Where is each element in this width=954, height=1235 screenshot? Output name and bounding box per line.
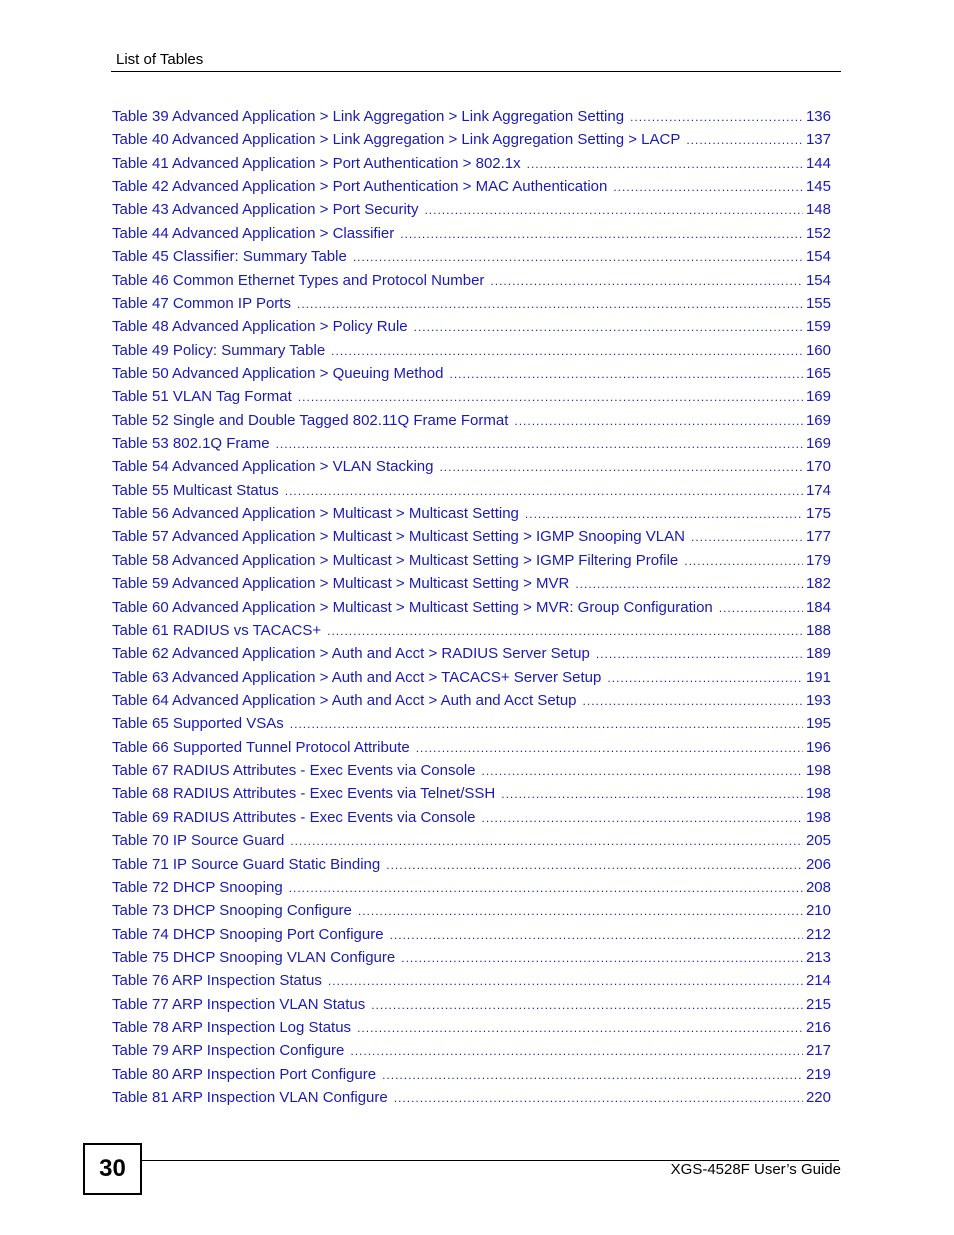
page-number: 30	[83, 1143, 142, 1195]
toc-entry-page: 179	[805, 551, 831, 569]
toc-entry-link[interactable]	[112, 619, 831, 642]
toc-entry-label: Table 77 ARP Inspection VLAN Status	[112, 995, 366, 1013]
dot-leader	[439, 456, 803, 478]
toc-entry-label: Table 52 Single and Double Tagged 802.11Q Frame Format	[112, 411, 509, 429]
toc-entry-page: 206	[805, 855, 831, 873]
toc-entry-label: Table 49 Policy: Summary Table	[112, 341, 326, 359]
toc-entry-link[interactable]	[112, 689, 831, 712]
dot-leader	[298, 386, 803, 408]
dot-leader	[290, 830, 803, 852]
toc-entry-label: Table 40 Advanced Application > Link Aggregation > Link Aggregation Setting > LACP	[112, 131, 681, 149]
toc-entry-page: 213	[805, 948, 831, 966]
dot-leader	[630, 106, 803, 128]
toc-entry-link[interactable]	[112, 782, 831, 805]
toc-entry-page: 198	[805, 785, 831, 803]
dot-leader	[328, 970, 803, 992]
toc-entry-page: 152	[805, 224, 831, 242]
toc-entry-label: Table 75 DHCP Snooping VLAN Configure	[112, 948, 396, 966]
toc-entry-page: 191	[805, 668, 831, 686]
dot-leader	[583, 690, 803, 712]
toc-entry-link[interactable]	[112, 455, 831, 478]
toc-entry-label: Table 45 Classifier: Summary Table	[112, 248, 347, 266]
toc-entry-link[interactable]	[112, 1039, 831, 1062]
dot-leader	[482, 760, 803, 782]
toc-entry-link[interactable]	[112, 105, 831, 128]
dot-leader	[289, 877, 803, 899]
dot-leader	[371, 994, 803, 1016]
toc-entry-page: 169	[805, 388, 831, 406]
toc-entry-page: 154	[805, 248, 831, 266]
dot-leader	[450, 363, 803, 385]
toc-entry-label: Table 76 ARP Inspection Status	[112, 972, 322, 990]
dot-leader	[607, 667, 803, 689]
toc-entry-link[interactable]	[112, 969, 831, 992]
dot-leader	[400, 223, 803, 245]
toc-entry-label: Table 74 DHCP Snooping Port Configure	[112, 925, 384, 943]
toc-entry-page: 154	[805, 271, 831, 289]
toc-entry-page: 216	[805, 1019, 831, 1037]
toc-entry-label: Table 50 Advanced Application > Queuing Method	[112, 364, 444, 382]
toc-entry-label: Table 59 Advanced Application > Multicast > Multicast Setting > MVR	[112, 575, 570, 593]
toc-entry-page: 210	[805, 902, 831, 920]
toc-entry-link[interactable]	[112, 502, 831, 525]
dot-leader	[358, 900, 803, 922]
toc-entry-link[interactable]	[112, 269, 831, 292]
toc-entry-label: Table 80 ARP Inspection Port Configure	[112, 1065, 377, 1083]
toc-entry-link[interactable]	[112, 128, 831, 151]
toc-entry-label: Table 41 Advanced Application > Port Authentication > 802.1x	[112, 154, 521, 172]
toc-entry-label: Table 72 DHCP Snooping	[112, 878, 283, 896]
toc-entry-page: 145	[805, 178, 831, 196]
toc-entry-link[interactable]	[112, 385, 831, 408]
toc-entry-link[interactable]	[112, 362, 831, 385]
toc-entry-label: Table 78 ARP Inspection Log Status	[112, 1019, 352, 1037]
toc-entry-label: Table 43 Advanced Application > Port Security	[112, 201, 419, 219]
toc-entry-label: Table 42 Advanced Application > Port Authentication > MAC Authentication	[112, 178, 608, 196]
toc-entry-link[interactable]	[112, 525, 831, 548]
dot-leader	[525, 503, 803, 525]
toc-entry-link[interactable]	[112, 479, 831, 502]
footer-guide-title: XGS-4528F User’s Guide	[670, 1161, 841, 1178]
toc-entry-label: Table 60 Advanced Application > Multicast > Multicast Setting > MVR: Group Configuration	[112, 598, 713, 616]
toc-entry-label: Table 63 Advanced Application > Auth and Acct > TACACS+ Server Setup	[112, 668, 602, 686]
toc-entry-page: 188	[805, 621, 831, 639]
toc-entry-page: 177	[805, 528, 831, 546]
toc-entry-link[interactable]	[112, 198, 831, 221]
dot-leader	[290, 713, 803, 735]
toc-entry-page: 148	[805, 201, 831, 219]
dot-leader	[416, 737, 803, 759]
toc-entry-link[interactable]	[112, 432, 831, 455]
toc-entry-label: Table 73 DHCP Snooping Configure	[112, 902, 352, 920]
toc-entry-label: Table 71 IP Source Guard Static Binding	[112, 855, 381, 873]
toc-entry-link[interactable]	[112, 1086, 831, 1109]
toc-entry-label: Table 81 ARP Inspection VLAN Configure	[112, 1089, 388, 1107]
toc-entry-page: 217	[805, 1042, 831, 1060]
toc-entry-label: Table 54 Advanced Application > VLAN Stacking	[112, 458, 434, 476]
list-of-tables	[112, 105, 831, 1109]
toc-entry-link[interactable]	[112, 712, 831, 735]
running-header-title: List of Tables	[116, 51, 204, 68]
toc-entry-page: 159	[805, 318, 831, 336]
toc-entry-page: 205	[805, 832, 831, 850]
dot-leader	[331, 340, 803, 362]
toc-entry-page: 170	[805, 458, 831, 476]
toc-entry-link[interactable]	[112, 666, 831, 689]
toc-entry-link[interactable]	[112, 993, 831, 1016]
toc-entry-page: 136	[805, 108, 831, 125]
toc-entry-page: 198	[805, 762, 831, 780]
toc-entry-link[interactable]	[112, 876, 831, 899]
toc-entry-label: Table 65 Supported VSAs	[112, 715, 284, 733]
toc-entry-label: Table 79 ARP Inspection Configure	[112, 1042, 345, 1060]
dot-leader	[382, 1064, 803, 1086]
toc-entry-label: Table 67 RADIUS Attributes - Exec Events via Console	[112, 762, 476, 780]
toc-entry-label: Table 51 VLAN Tag Format	[112, 388, 292, 406]
dot-leader	[386, 854, 803, 876]
toc-entry-page: 169	[805, 411, 831, 429]
toc-entry-page: 208	[805, 878, 831, 896]
toc-entry-page: 189	[805, 645, 831, 663]
toc-entry-link[interactable]	[112, 572, 831, 595]
toc-entry-link[interactable]	[112, 245, 831, 268]
dot-leader	[357, 1017, 803, 1039]
toc-entry-link[interactable]	[112, 1063, 831, 1086]
toc-entry-link[interactable]	[112, 596, 831, 619]
toc-entry-label: Table 62 Advanced Application > Auth and Acct > RADIUS Server Setup	[112, 645, 590, 663]
toc-entry-page: 195	[805, 715, 831, 733]
toc-entry-link[interactable]	[112, 222, 831, 245]
toc-entry-link[interactable]	[112, 806, 831, 829]
dot-leader	[527, 153, 803, 175]
toc-entry-link[interactable]	[112, 1016, 831, 1039]
toc-entry-link[interactable]	[112, 409, 831, 432]
toc-entry-label: Table 64 Advanced Application > Auth and Acct > Auth and Acct Setup	[112, 691, 577, 709]
toc-entry-label: Table 61 RADIUS vs TACACS+	[112, 621, 322, 639]
toc-entry-link[interactable]	[112, 853, 831, 876]
toc-entry-page: 174	[805, 481, 831, 499]
dot-leader	[684, 550, 803, 572]
dot-leader	[424, 199, 803, 221]
dot-leader	[514, 410, 803, 432]
toc-entry-link[interactable]	[112, 339, 831, 362]
toc-entry-page: 155	[805, 294, 831, 312]
toc-entry-page: 144	[805, 154, 831, 172]
toc-entry-label: Table 55 Multicast Status	[112, 481, 279, 499]
toc-entry-page: 215	[805, 995, 831, 1013]
dot-leader	[276, 433, 803, 455]
toc-entry-page: 184	[805, 598, 831, 616]
toc-entry-page: 193	[805, 691, 831, 709]
toc-entry-label: Table 58 Advanced Application > Multicast > Multicast Setting > IGMP Filtering Profile	[112, 551, 679, 569]
dot-leader	[613, 176, 803, 198]
toc-entry-page: 196	[805, 738, 831, 756]
toc-entry-label: Table 69 RADIUS Attributes - Exec Events via Console	[112, 808, 476, 826]
toc-entry-label: Table 56 Advanced Application > Multicast > Multicast Setting	[112, 505, 519, 523]
toc-entry-label: Table 47 Common IP Ports	[112, 294, 291, 312]
toc-entry-page: 220	[805, 1089, 831, 1107]
dot-leader	[575, 573, 803, 595]
toc-entry-label: Table 70 IP Source Guard	[112, 832, 285, 850]
toc-entry-link[interactable]	[112, 642, 831, 665]
toc-entry-link[interactable]	[112, 315, 831, 338]
dot-leader	[482, 807, 803, 829]
dot-leader	[394, 1087, 803, 1109]
toc-entry-label: Table 46 Common Ethernet Types and Protocol Number	[112, 271, 485, 289]
toc-entry-link[interactable]	[112, 292, 831, 315]
dot-leader	[501, 783, 803, 805]
toc-entry-link[interactable]	[112, 549, 831, 572]
dot-leader	[691, 526, 803, 548]
dot-leader	[297, 293, 803, 315]
toc-entry-link[interactable]	[112, 152, 831, 175]
toc-entry-link[interactable]	[112, 946, 831, 969]
toc-entry-link[interactable]	[112, 923, 831, 946]
dot-leader	[490, 270, 803, 292]
toc-entry-page: 219	[805, 1065, 831, 1083]
dot-leader	[596, 643, 803, 665]
toc-entry-label: Table 48 Advanced Application > Policy Rule	[112, 318, 408, 336]
toc-entry-label: Table 68 RADIUS Attributes - Exec Events via Telnet/SSH	[112, 785, 496, 803]
dot-leader	[353, 246, 803, 268]
dot-leader	[350, 1040, 803, 1062]
toc-entry-page: 182	[805, 575, 831, 593]
toc-entry-page: 165	[805, 364, 831, 382]
toc-entry-link[interactable]	[112, 759, 831, 782]
toc-entry-page: 198	[805, 808, 831, 826]
toc-entry-page: 160	[805, 341, 831, 359]
toc-entry-page: 169	[805, 435, 831, 453]
dot-leader	[327, 620, 803, 642]
toc-entry-page: 175	[805, 505, 831, 523]
dot-leader	[719, 597, 803, 619]
toc-entry-link[interactable]	[112, 736, 831, 759]
header-divider	[111, 71, 841, 72]
toc-entry-page: 212	[805, 925, 831, 943]
toc-entry-label: Table 44 Advanced Application > Classifier	[112, 224, 395, 242]
toc-entry-link[interactable]	[112, 175, 831, 198]
dot-leader	[285, 480, 803, 502]
toc-entry-link[interactable]	[112, 899, 831, 922]
toc-entry-page: 214	[805, 972, 831, 990]
dot-leader	[414, 316, 803, 338]
toc-entry-label: Table 66 Supported Tunnel Protocol Attribute	[112, 738, 410, 756]
dot-leader	[401, 947, 803, 969]
dot-leader	[390, 924, 803, 946]
toc-entry-page: 137	[805, 131, 831, 149]
dot-leader	[686, 129, 803, 151]
toc-entry-link[interactable]	[112, 829, 831, 852]
toc-entry-label: Table 53 802.1Q Frame	[112, 435, 270, 453]
toc-entry-label: Table 39 Advanced Application > Link Aggregation > Link Aggregation Setting	[112, 108, 625, 125]
toc-entry-label: Table 57 Advanced Application > Multicast > Multicast Setting > IGMP Snooping VLAN	[112, 528, 685, 546]
